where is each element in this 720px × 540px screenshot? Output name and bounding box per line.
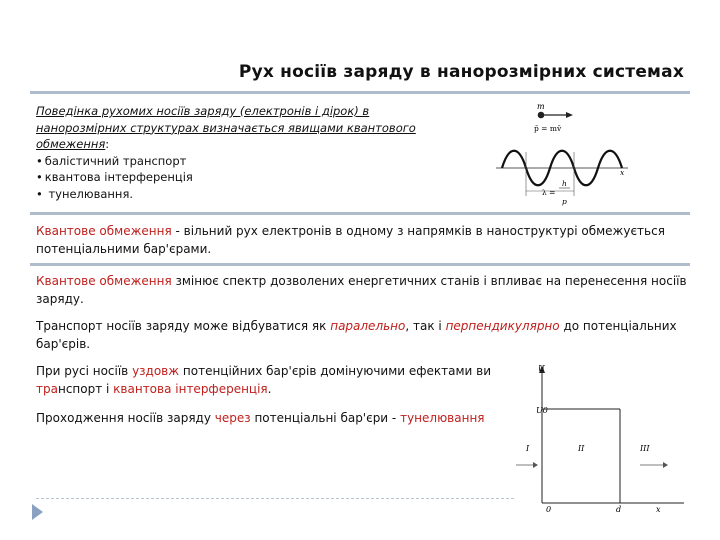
position-x-label: x	[656, 505, 661, 514]
term-along: уздовж	[132, 364, 180, 378]
arrowhead-icon	[533, 462, 538, 468]
text-fragment: до потенціальних бар'єрів.	[36, 319, 677, 351]
intro-lead-suffix: :	[105, 137, 110, 151]
text-fragment: , так і	[405, 319, 446, 333]
phenomena-list	[36, 153, 416, 203]
lambda-label: λ =	[542, 188, 556, 197]
region-1-label: I	[526, 444, 530, 453]
term-quantum-confinement: Квантове обмеження	[36, 224, 172, 238]
confinement-effect-text: змінює спектр дозволених енергетичних станів і впливає на перенесення носіїв заряду.	[36, 274, 687, 306]
term-through: через	[214, 411, 251, 425]
arrowhead-icon	[663, 462, 668, 468]
list-item: • тунелювання.	[36, 186, 416, 203]
wave-figure	[488, 98, 636, 210]
slide-title: Рух носіїв заряду в нанорозмірних системах	[238, 62, 684, 82]
origin-label: 0	[546, 505, 552, 514]
divider-middle	[30, 212, 690, 215]
mass-label: m	[537, 102, 545, 111]
term-parallel: паралельно	[330, 319, 406, 333]
barrier-height-label: U0	[536, 406, 548, 415]
barrier-width-label: d	[616, 505, 622, 514]
intro-lead: Поведінка рухомих носіїв заряду (електронів і дірок) в нанорозмірних структурах визначається явищами квантового обмеження	[36, 104, 416, 151]
particle-icon	[538, 112, 545, 119]
confinement-definition-text: - вільний рух електронів в одному з напрямків в наноструктурі обмежується потенціальними бар'єрами.	[36, 224, 665, 256]
paragraph-transport-directions	[36, 317, 691, 353]
term-tunneling: тунелювання	[400, 411, 485, 425]
term-quantum-confinement: Квантове обмеження	[36, 274, 172, 288]
region-3-label: III	[640, 444, 650, 453]
nav-arrow-icon[interactable]	[32, 504, 43, 520]
divider-lower	[30, 263, 690, 266]
text-fragment: Проходження носіїв заряду	[36, 411, 215, 425]
potential-barrier-figure	[512, 355, 692, 517]
text-fragment: .	[267, 382, 272, 396]
text-fragment: потенціальні бар'єри -	[250, 411, 401, 425]
text-fragment: нспорт і	[57, 382, 114, 396]
text-fragment: тра	[36, 382, 58, 396]
energy-label: U	[538, 364, 545, 373]
footer-dotted-line	[36, 498, 514, 499]
intro-block	[36, 103, 416, 202]
list-item: • балістичний транспорт	[36, 153, 416, 170]
planck-h-label: h	[562, 179, 567, 188]
term-perpendicular: перпендикулярно	[445, 319, 560, 333]
region-2-label: II	[578, 444, 585, 453]
momentum-equation: p̄ = mv̄	[534, 124, 562, 133]
divider-top	[30, 91, 690, 94]
text-fragment: потенційних бар'єрів домінуючими ефектами ви	[179, 364, 492, 378]
text-fragment: і	[668, 364, 672, 378]
paragraph-confinement-effect	[36, 272, 691, 308]
wave-x-label: x	[620, 168, 625, 177]
paragraph-confinement-definition	[36, 222, 691, 258]
arrowhead-icon	[566, 112, 573, 118]
term-quantum-interference: квантова інтерференція	[113, 382, 268, 396]
list-item: • квантова інтерференція	[36, 169, 416, 186]
text-fragment: При русі носіїв	[36, 364, 133, 378]
momentum-p-label: p	[562, 197, 567, 206]
text-fragment: Транспорт носіїв заряду може відбуватися як	[36, 319, 331, 333]
